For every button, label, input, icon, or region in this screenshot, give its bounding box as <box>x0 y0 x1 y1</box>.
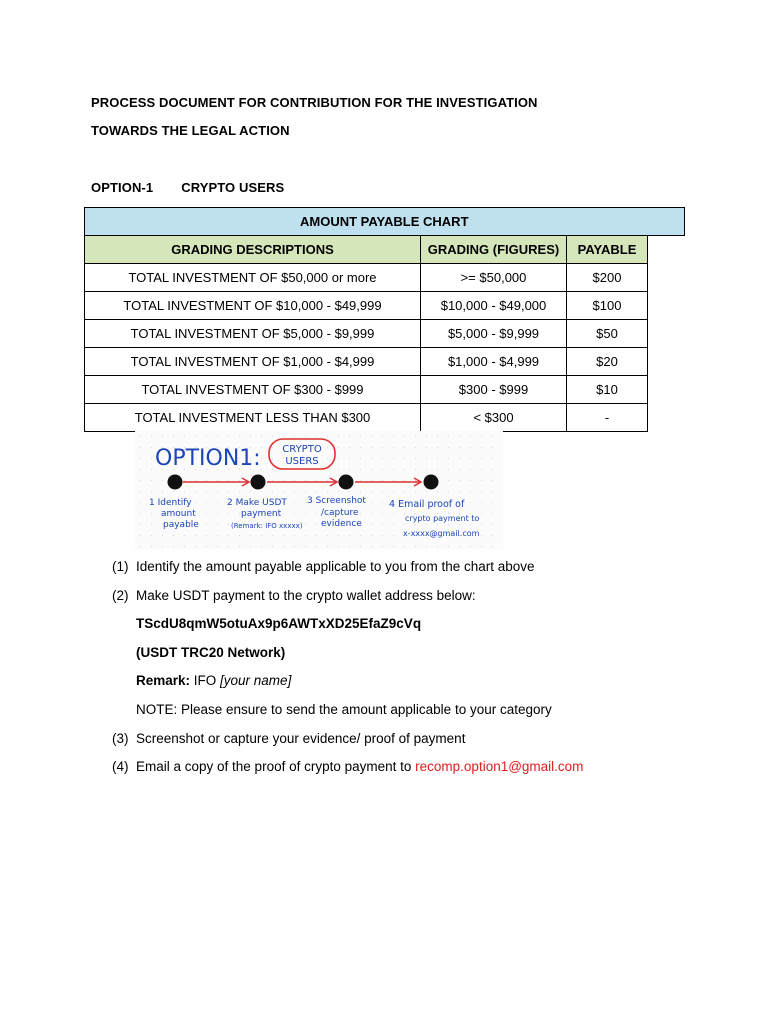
step3-line2: /capture <box>321 508 359 518</box>
table-cell: >= $50,000 <box>421 264 567 292</box>
chart-title: AMOUNT PAYABLE CHART <box>85 208 685 236</box>
table-cell: $10,000 - $49,000 <box>421 292 567 320</box>
amount-payable-chart <box>84 207 685 432</box>
step-dot <box>339 475 354 490</box>
remark-placeholder: [your name] <box>220 673 292 689</box>
step3-line1: 3 Screenshot <box>307 496 366 506</box>
column-header-descriptions: GRADING DESCRIPTIONS <box>85 236 421 264</box>
table-cell: $1,000 - $4,999 <box>421 348 567 376</box>
step-dot <box>168 475 183 490</box>
step1-line2: amount <box>161 509 196 519</box>
network-label: (USDT TRC20 Network) <box>136 644 286 660</box>
step-dot <box>251 475 266 490</box>
step-dot <box>424 475 439 490</box>
process-sketch-image <box>135 431 503 549</box>
step-number: (1) <box>112 559 129 574</box>
table-cell: $10 <box>567 376 648 404</box>
option-heading <box>91 180 284 195</box>
column-header-payable: PAYABLE <box>567 236 648 264</box>
step1-line3: payable <box>163 520 199 530</box>
table-cell: - <box>567 404 648 432</box>
note-text: NOTE: Please ensure to send the amount applicable to your category <box>136 701 552 717</box>
step-4 <box>112 758 712 787</box>
table-cell: TOTAL INVESTMENT OF $300 - $999 <box>85 376 421 404</box>
table-cell: $100 <box>567 292 648 320</box>
step-2 <box>112 587 712 616</box>
step-text: Identify the amount payable applicable to you from the chart above <box>136 559 535 574</box>
table-cell: TOTAL INVESTMENT OF $1,000 - $4,999 <box>85 348 421 376</box>
document-title-line2: TOWARDS THE LEGAL ACTION <box>91 123 290 138</box>
step-number: (4) <box>112 759 129 775</box>
option-title: CRYPTO USERS <box>181 180 285 195</box>
step2-line1: 2 Make USDT <box>227 498 287 508</box>
table-cell: $50 <box>567 320 648 348</box>
step1-line1: 1 Identify <box>149 498 192 508</box>
step2-line3: (Remark: IFO xxxxx) <box>231 522 303 530</box>
step4-line2: crypto payment to <box>405 514 480 523</box>
step-1 <box>112 558 712 587</box>
document-title-line1: PROCESS DOCUMENT FOR CONTRIBUTION FOR THE INVESTIGATION <box>91 95 538 110</box>
sketch-title: OPTION1: <box>155 446 261 471</box>
remark-label: Remark: <box>136 673 191 689</box>
email-link[interactable]: recomp.option1@gmail.com <box>415 759 584 775</box>
table-cell: $300 - $999 <box>421 376 567 404</box>
note-row <box>112 701 712 730</box>
step2-line2: payment <box>241 509 282 519</box>
table-cell: TOTAL INVESTMENT LESS THAN $300 <box>85 404 421 432</box>
table-row <box>85 264 685 292</box>
table-cell: < $300 <box>421 404 567 432</box>
step-3 <box>112 730 712 759</box>
column-header-figures: GRADING (FIGURES) <box>421 236 567 264</box>
step4-line1: 4 Email proof of <box>389 499 465 510</box>
table-row <box>85 292 685 320</box>
badge-line2: USERS <box>285 456 319 467</box>
table-row <box>85 404 685 432</box>
table-cell: TOTAL INVESTMENT OF $10,000 - $49,999 <box>85 292 421 320</box>
step-text: Make USDT payment to the crypto wallet address below: <box>136 587 476 603</box>
option-label: OPTION-1 <box>91 180 154 195</box>
wallet-address: TScdU8qmW5otuAx9p6AWTxXD25EfaZ9cVq <box>136 616 422 632</box>
wallet-address-row <box>112 615 712 644</box>
table-cell: $5,000 - $9,999 <box>421 320 567 348</box>
remark-value: IFO <box>190 673 221 689</box>
remark-row <box>112 672 712 701</box>
table-row <box>85 348 685 376</box>
step4-line3: x-xxxx@gmail.com <box>403 529 480 538</box>
table-cell: $20 <box>567 348 648 376</box>
step-number: (2) <box>112 587 129 603</box>
step-text: Email a copy of the proof of crypto payment to <box>136 759 416 775</box>
step-number: (3) <box>112 730 129 746</box>
step-text: Screenshot or capture your evidence/ proof of payment <box>136 730 466 746</box>
instruction-steps <box>112 558 712 787</box>
table-cell: TOTAL INVESTMENT OF $5,000 - $9,999 <box>85 320 421 348</box>
badge-line1: CRYPTO <box>282 444 322 455</box>
table-row <box>85 320 685 348</box>
step3-line3: evidence <box>321 519 362 529</box>
table-cell: $200 <box>567 264 648 292</box>
table-row <box>85 376 685 404</box>
table-cell: TOTAL INVESTMENT OF $50,000 or more <box>85 264 421 292</box>
network-row <box>112 644 712 673</box>
